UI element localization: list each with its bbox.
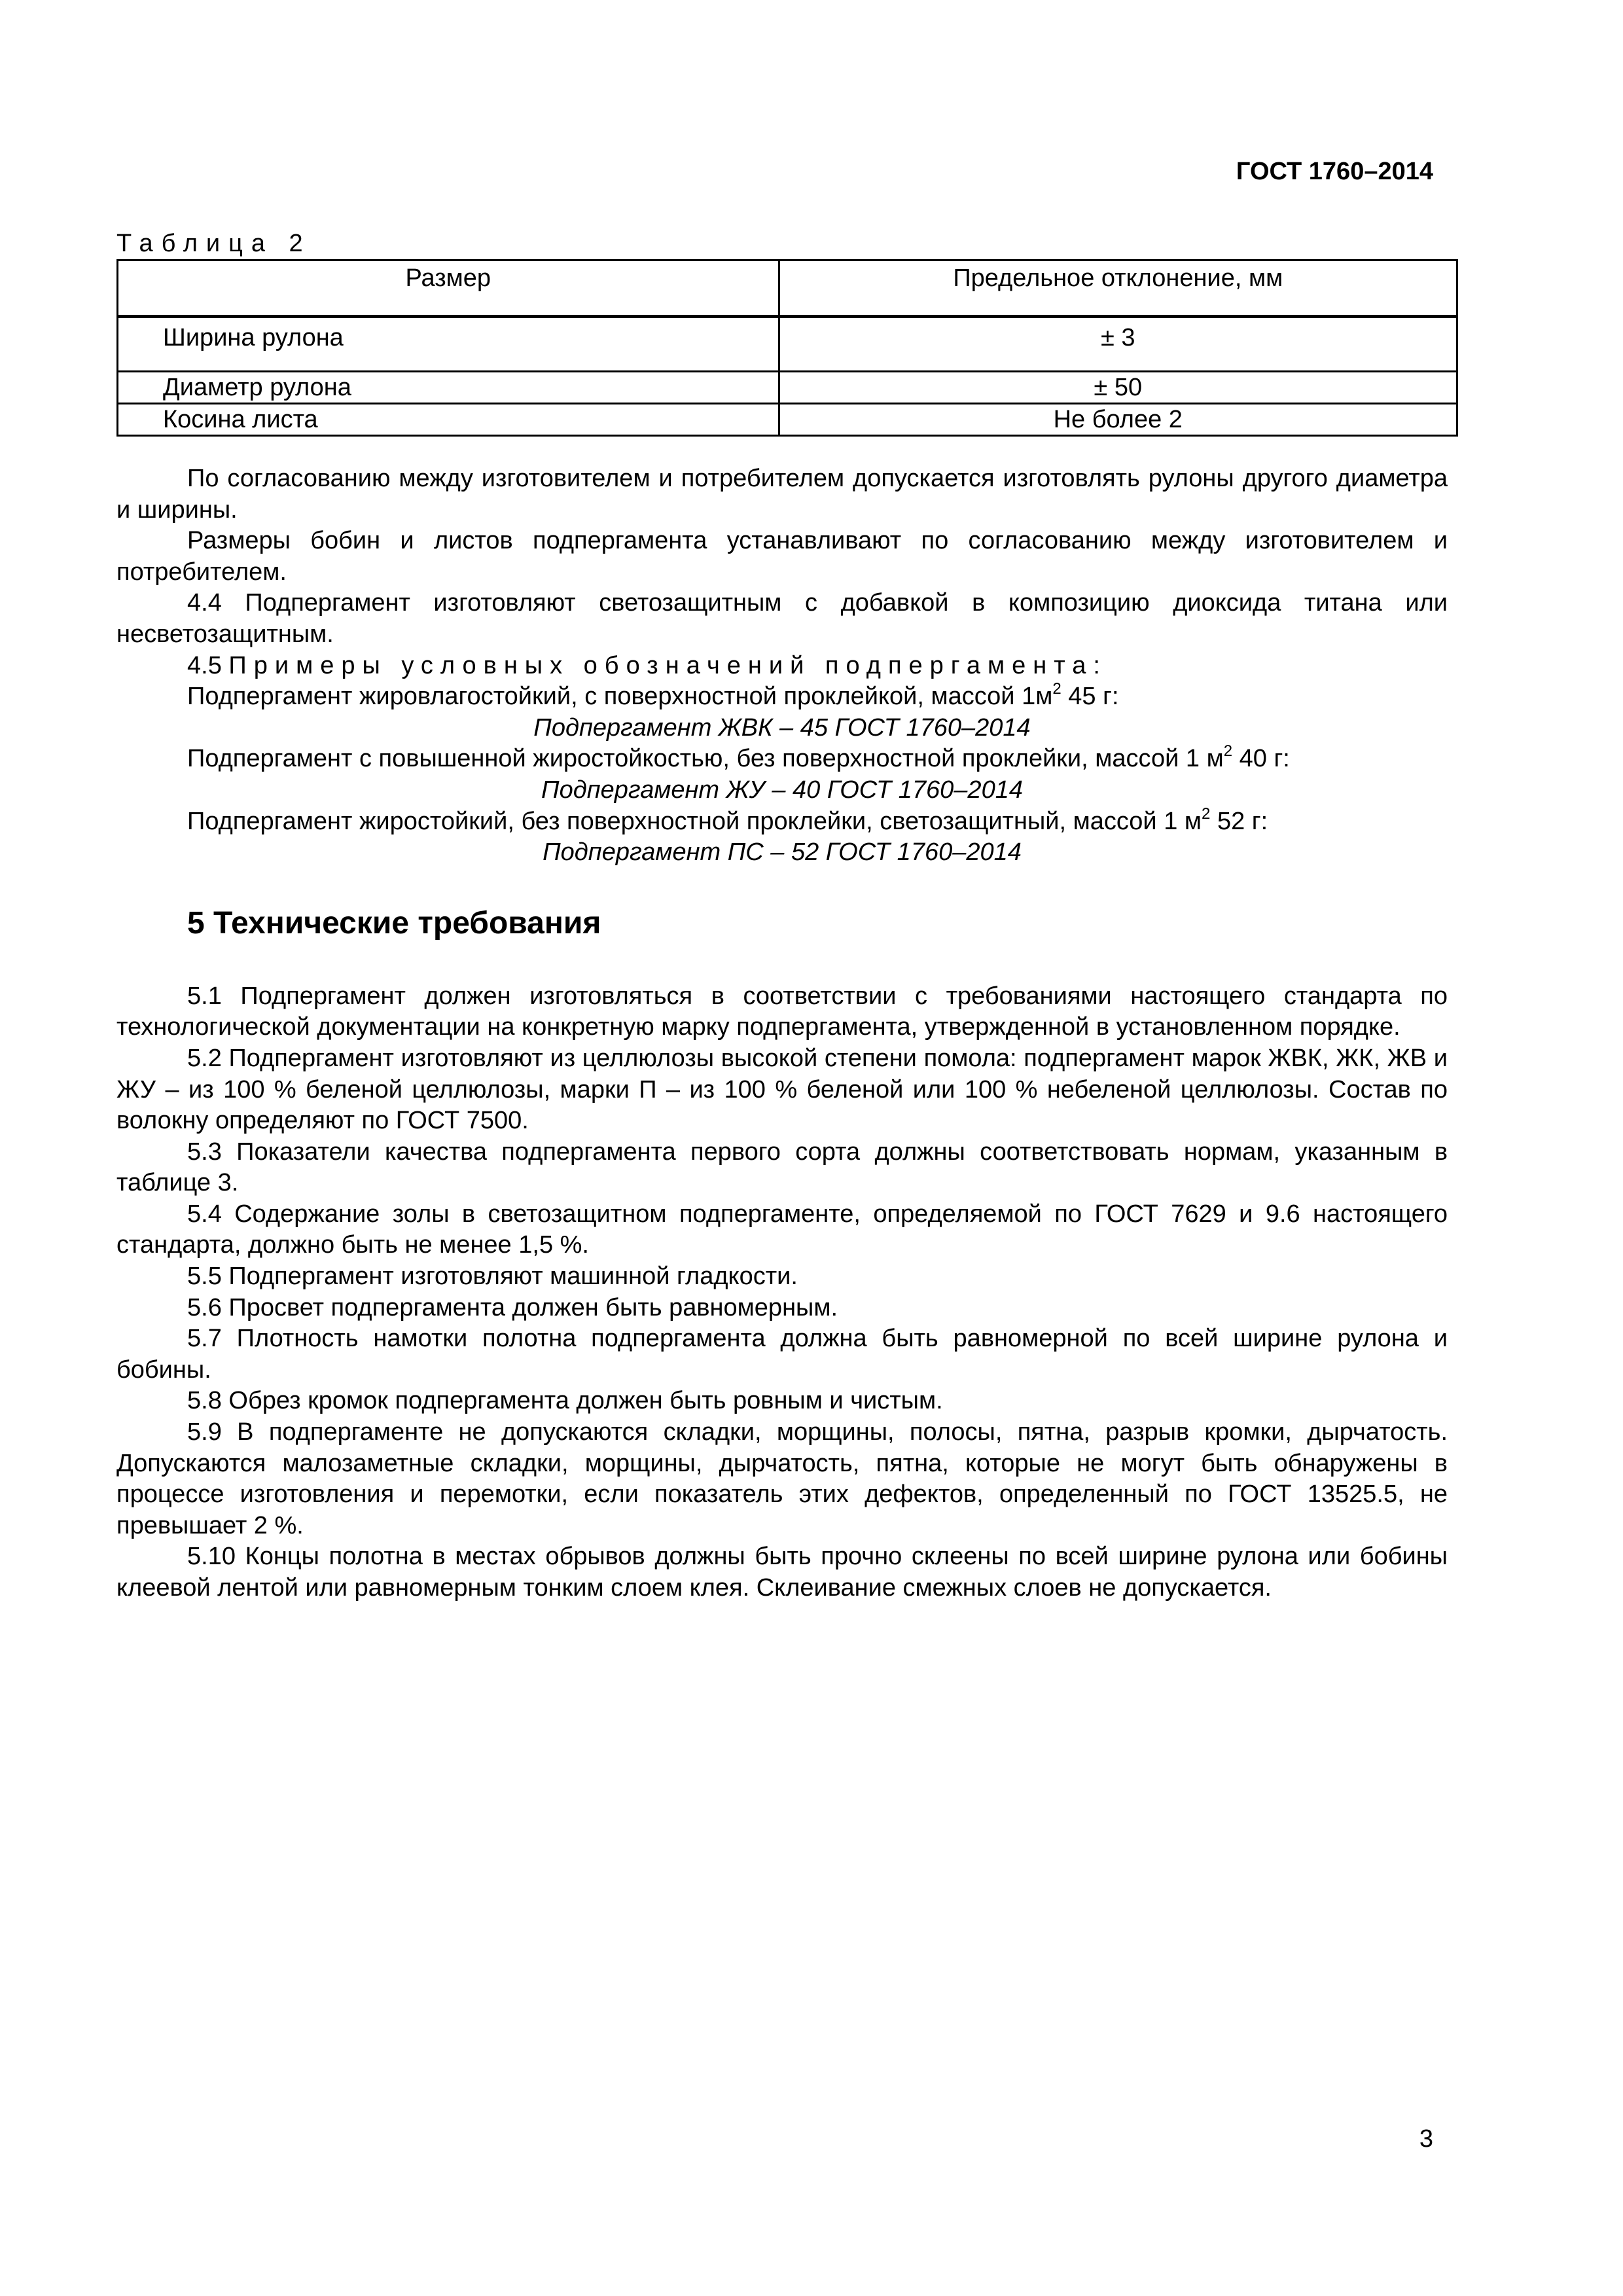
- table-row: [118, 404, 1457, 436]
- table-row: [118, 317, 1457, 372]
- example-text: 45 г:: [1061, 683, 1119, 711]
- superscript: 2: [1223, 742, 1233, 761]
- paragraph: Размеры бобин и листов подпергамента устанавливают по согласованию между изготовителем и потребителем.: [116, 527, 1448, 586]
- table-cell: Не более 2: [779, 404, 1457, 436]
- example-text: 40 г:: [1232, 745, 1290, 773]
- clause-paragraph: 5.4 Содержание золы в светозащитном подпергаменте, определяемой по ГОСТ 7629 и 9.6 настоящего стандарта, должно быть не менее 1,5 %.: [116, 1200, 1448, 1259]
- example-text: Подпергамент жировлагостойкий, с поверхностной проклейкой, массой 1м: [187, 683, 1053, 711]
- clause-paragraph: 5.5 Подпергамент изготовляют машинной гладкости.: [187, 1263, 798, 1291]
- example-designation: Подпергамент ПС – 52 ГОСТ 1760–2014: [543, 838, 1022, 867]
- page-number: 3: [1419, 2125, 1433, 2153]
- document-code-header: ГОСТ 1760–2014: [1236, 158, 1433, 185]
- superscript: 2: [1052, 680, 1061, 698]
- example-text: Подпергамент с повышенной жиростойкостью, без поверхностной проклейки, массой 1 м: [187, 745, 1224, 773]
- example-text: 52 г:: [1210, 807, 1268, 835]
- paragraph: По согласованию между изготовителем и потребителем допускается изготовлять рулоны другого диаметра и ширины.: [116, 465, 1448, 524]
- clause-paragraph: 5.3 Показатели качества подпергамента первого сорта должны соответствовать нормам, указанным в таблице 3.: [116, 1138, 1448, 1197]
- table-cell: Косина листа: [118, 404, 779, 436]
- table-caption: Таблица 2: [116, 230, 312, 257]
- clause-paragraph: 5.1 Подпергамент должен изготовляться в соответствии с требованиями настоящего стандарта по технологической документации на конкретную марку подпергамента, утвержденной в установленном порядке.: [116, 982, 1448, 1041]
- clause-paragraph: 5.2 Подпергамент изготовляют из целлюлозы высокой степени помола: подпергамент марок ЖВК, ЖК, ЖВ и ЖУ – из 100 % беленой целлюлозы, марки П – из 100 % беленой или 100 % небеленой целлюлозы. Состав по волокну определяют по ГОСТ 7500.: [116, 1044, 1448, 1135]
- colon: :: [1093, 651, 1100, 679]
- table-cell: Диаметр рулона: [118, 372, 779, 404]
- example-description: [116, 681, 1448, 713]
- clause-paragraph: 5.8 Обрез кромок подпергамента должен быть ровным и чистым.: [187, 1387, 943, 1415]
- dimensions-table: [116, 259, 1458, 437]
- table-cell: ± 3: [779, 317, 1457, 372]
- table-cell: Ширина рулона: [118, 317, 779, 372]
- superscript: 2: [1202, 804, 1211, 823]
- example-designation: Подпергамент ЖУ – 40 ГОСТ 1760–2014: [541, 776, 1023, 804]
- table-cell: ± 50: [779, 372, 1457, 404]
- clause-paragraph: 5.6 Просвет подпергамента должен быть равномерным.: [187, 1293, 838, 1321]
- example-designation: Подпергамент ЖВК – 45 ГОСТ 1760–2014: [533, 713, 1031, 742]
- clause-number: 4.5: [187, 651, 229, 679]
- table-row: [118, 372, 1457, 404]
- clause-paragraph: 5.9 В подпергаменте не допускаются складки, морщины, полосы, пятна, разрыв кромки, дырчатость. Допускаются малозаметные складки, морщины, дырчатость, пятна, которые не могут быть обнаружены в процессе изготовления и перемотки, если показатель этих дефектов, определенный по ГОСТ 13525.5, не превышает 2 %.: [116, 1418, 1448, 1539]
- spaced-heading-text: Примеры условных обозначений подпергамента: [228, 651, 1094, 679]
- paragraph: 4.4 Подпергамент изготовляют светозащитным с добавкой в композицию диоксида титана или несветозащитным.: [116, 589, 1448, 648]
- column-header-tolerance: Предельное отклонение, мм: [779, 260, 1457, 317]
- example-description: [116, 744, 1448, 775]
- paragraph-examples-heading: [116, 651, 1448, 682]
- example-description: [116, 806, 1448, 838]
- example-text: Подпергамент жиростойкий, без поверхностной проклейки, светозащитный, массой 1 м: [187, 807, 1202, 835]
- column-header-size: Размер: [118, 260, 779, 317]
- clause-paragraph: 5.10 Концы полотна в местах обрывов должны быть прочно склеены по всей ширине рулона или бобины клеевой лентой или равномерным тонким слоем клея. Склеивание смежных слоев не допускается.: [116, 1543, 1448, 1602]
- document-body: [116, 463, 1448, 1604]
- table-header-row: [118, 260, 1457, 317]
- section-heading: 5 Технические требования: [187, 905, 601, 941]
- clause-paragraph: 5.7 Плотность намотки полотна подпергамента должна быть равномерной по всей ширине рулона и бобины.: [116, 1325, 1448, 1384]
